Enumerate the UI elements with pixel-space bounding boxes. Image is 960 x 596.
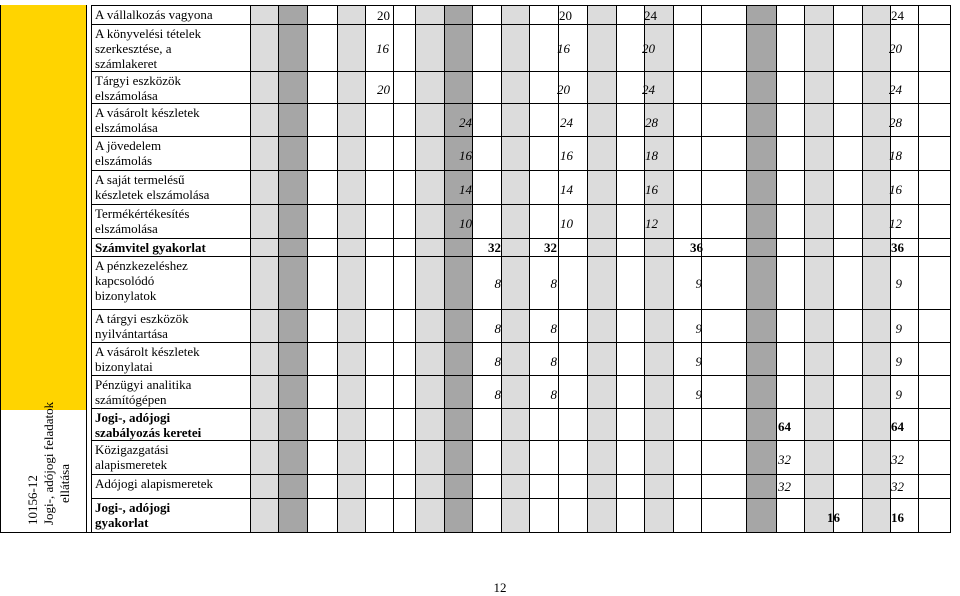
row-label-line: számítógépen: [95, 392, 167, 407]
row-label-line: A tárgyi eszközök: [95, 311, 189, 326]
row-label: [95, 500, 247, 530]
row-label: [95, 26, 247, 71]
row-label: [95, 410, 247, 440]
hours-value-c3: 9: [695, 276, 702, 291]
grid-vertical-line: [950, 5, 951, 532]
hours-value-c4: 24: [889, 82, 902, 97]
grid-vertical-line: [746, 5, 747, 532]
hours-value-c4: 9: [895, 321, 902, 336]
hours-value-c1: 8: [494, 276, 501, 291]
hours-value-c4: 18: [889, 148, 902, 163]
row-label: [95, 172, 247, 202]
row-label-line: Számvitel gyakorlat: [95, 240, 206, 255]
hours-value-c8: 16: [891, 510, 904, 525]
row-label-line: nyilvántartása: [95, 326, 168, 341]
grid-horizontal-line: [91, 440, 951, 441]
grid-horizontal-line: [91, 103, 951, 104]
row-label: [95, 7, 247, 22]
grid-vertical-line: [0, 5, 1, 532]
shaded-column-6: [501, 5, 529, 532]
row-label: [95, 311, 247, 341]
hours-value-c6: 32: [891, 452, 904, 467]
hours-value-c5: 64: [778, 419, 791, 434]
row-label-line: bizonylatai: [95, 359, 153, 374]
row-label-line: szerkesztése, a: [95, 41, 172, 56]
hours-value-c2: 32: [544, 240, 557, 255]
hours-value-c2: 16: [557, 41, 570, 56]
grid-vertical-line: [472, 5, 473, 532]
hours-value-c1: 8: [494, 387, 501, 402]
hours-value-c1: 32: [488, 240, 501, 255]
row-label: [95, 476, 247, 491]
shaded-column-4: [415, 5, 444, 532]
row-label-line: A vásárolt készletek: [95, 105, 200, 120]
module-color-block: [0, 5, 86, 410]
grid-vertical-line: [337, 5, 338, 532]
row-label-line: Közigazgatási: [95, 442, 169, 457]
row-label: [95, 344, 247, 374]
grid-horizontal-line: [91, 408, 951, 409]
grid-vertical-line: [91, 5, 92, 532]
hours-value-c3: 16: [645, 182, 658, 197]
hours-value-c4: 12: [889, 216, 902, 231]
row-label-line: elszámolása: [95, 120, 158, 135]
grid-vertical-line: [278, 5, 279, 532]
row-label-line: A pénzkezeléshez: [95, 258, 188, 273]
hours-value-c3: 24: [644, 8, 657, 23]
grid-vertical-line: [250, 5, 251, 532]
row-label-line: Pénzügyi analitika: [95, 377, 192, 392]
grid-horizontal-line: [91, 24, 951, 25]
row-label-line: bizonylatok: [95, 288, 157, 303]
grid-horizontal-line: [91, 532, 951, 533]
hours-value-c2: 10: [560, 216, 573, 231]
page-number: 12: [493, 580, 507, 595]
row-label-line: A saját termelésű: [95, 172, 185, 187]
hours-value-c1: 20: [377, 8, 390, 23]
grid-horizontal-line: [91, 204, 951, 205]
grid-vertical-line: [307, 5, 308, 532]
module-title: [25, 402, 73, 525]
row-label-line: Termékértékesítés: [95, 206, 190, 221]
grid-vertical-line: [701, 5, 702, 532]
hours-value-c3: 36: [690, 240, 703, 255]
hours-value-c1: 8: [494, 321, 501, 336]
grid-vertical-line: [415, 5, 416, 532]
row-label-line: A jövedelem: [95, 138, 162, 153]
hours-value-c2: 20: [559, 8, 572, 23]
hours-value-c2: 20: [557, 82, 570, 97]
hours-value-c1: 8: [494, 354, 501, 369]
hours-value-c2: 16: [560, 148, 573, 163]
hours-value-c2: 8: [550, 354, 557, 369]
shaded-column-2: [278, 5, 307, 532]
hours-value-c3: 9: [695, 387, 702, 402]
hours-value-c1: 10: [459, 216, 472, 231]
row-label-line: A vásárolt készletek: [95, 344, 200, 359]
grid-horizontal-line: [91, 71, 951, 72]
module-name-line2: ellátása: [57, 464, 72, 503]
grid-horizontal-line: [91, 238, 951, 239]
row-label: [95, 206, 247, 236]
shaded-column-7: [587, 5, 616, 532]
hours-value-c3: 12: [645, 216, 658, 231]
grid-horizontal-line: [91, 342, 951, 343]
grid-vertical-line: [501, 5, 502, 532]
row-label-line: elszámolása: [95, 88, 158, 103]
hours-value-c4: 36: [891, 240, 904, 255]
shaded-column-5: [444, 5, 472, 532]
hours-value-c3: 9: [695, 354, 702, 369]
hours-value-c4: 24: [891, 8, 904, 23]
row-label: [95, 377, 247, 407]
row-label: [95, 258, 247, 303]
grid-horizontal-line: [91, 375, 951, 376]
grid-horizontal-line: [91, 170, 951, 171]
row-label-line: kapcsolódó: [95, 273, 155, 288]
grid-horizontal-line: [91, 256, 951, 257]
row-label: [95, 240, 247, 255]
hours-value-c6: 64: [891, 419, 904, 434]
hours-value-c5: 32: [778, 452, 791, 467]
hours-value-c2: 8: [550, 276, 557, 291]
grid-horizontal-line: [91, 5, 951, 6]
row-label-line: alapismeretek: [95, 457, 168, 472]
hours-value-c4: 16: [889, 182, 902, 197]
hours-value-c1: 24: [459, 115, 472, 130]
hours-value-c7: 16: [827, 510, 840, 525]
module-code: 10156-12: [25, 475, 40, 525]
shaded-column-1: [250, 5, 278, 532]
row-label-line: Jogi-, adójogi: [95, 500, 171, 515]
row-label-line: számlakeret: [95, 56, 158, 71]
row-label-line: A könyvelési tételek: [95, 26, 202, 41]
hours-value-c2: 8: [550, 387, 557, 402]
grid-vertical-line: [804, 5, 805, 532]
grid-horizontal-line: [91, 474, 951, 475]
grid-vertical-line: [587, 5, 588, 532]
hours-value-c3: 9: [695, 321, 702, 336]
hours-value-c3: 20: [642, 41, 655, 56]
hours-value-c3: 28: [645, 115, 658, 130]
hours-value-c2: 8: [550, 321, 557, 336]
grid-vertical-line: [393, 5, 394, 532]
hours-value-c3: 24: [642, 82, 655, 97]
hours-value-c2: 14: [560, 182, 573, 197]
row-label: [95, 73, 247, 103]
hours-value-c2: 24: [560, 115, 573, 130]
hours-value-c1: 16: [376, 41, 389, 56]
shaded-column-10: [804, 5, 833, 532]
row-label-line: elszámolása: [95, 221, 158, 236]
row-label: [95, 442, 247, 472]
hours-value-c1: 20: [377, 82, 390, 97]
row-label-line: szabályozás keretei: [95, 425, 202, 440]
hours-value-c4: 20: [889, 41, 902, 56]
row-label-line: Jogi-, adójogi: [95, 410, 171, 425]
module-name-line1: Jogi-, adójogi feladatok: [41, 401, 56, 525]
hours-value-c4: 9: [895, 387, 902, 402]
grid-horizontal-line: [91, 309, 951, 310]
grid-vertical-line: [673, 5, 674, 532]
grid-vertical-line: [833, 5, 834, 532]
row-label-line: Adójogi alapismeretek: [95, 476, 214, 491]
grid-vertical-line: [444, 5, 445, 532]
grid-vertical-line: [86, 5, 87, 532]
row-label-line: Tárgyi eszközök: [95, 73, 182, 88]
module-border-line: [0, 532, 91, 533]
grid-horizontal-line: [91, 498, 951, 499]
row-label: [95, 105, 247, 135]
row-label-line: gyakorlat: [95, 515, 149, 530]
hours-value-c3: 18: [645, 148, 658, 163]
row-label-line: készletek elszámolása: [95, 187, 210, 202]
hours-value-c4: 9: [895, 354, 902, 369]
hours-value-c4: 9: [895, 276, 902, 291]
grid-horizontal-line: [91, 136, 951, 137]
hours-value-c6: 32: [891, 479, 904, 494]
hours-value-c1: 16: [459, 148, 472, 163]
row-label-line: A vállalkozás vagyona: [95, 7, 213, 22]
hours-value-c1: 14: [459, 182, 472, 197]
row-label-line: elszámolás: [95, 153, 153, 168]
hours-value-c4: 28: [889, 115, 902, 130]
hours-value-c5: 32: [778, 479, 791, 494]
row-label: [95, 138, 247, 168]
grid-vertical-line: [918, 5, 919, 532]
